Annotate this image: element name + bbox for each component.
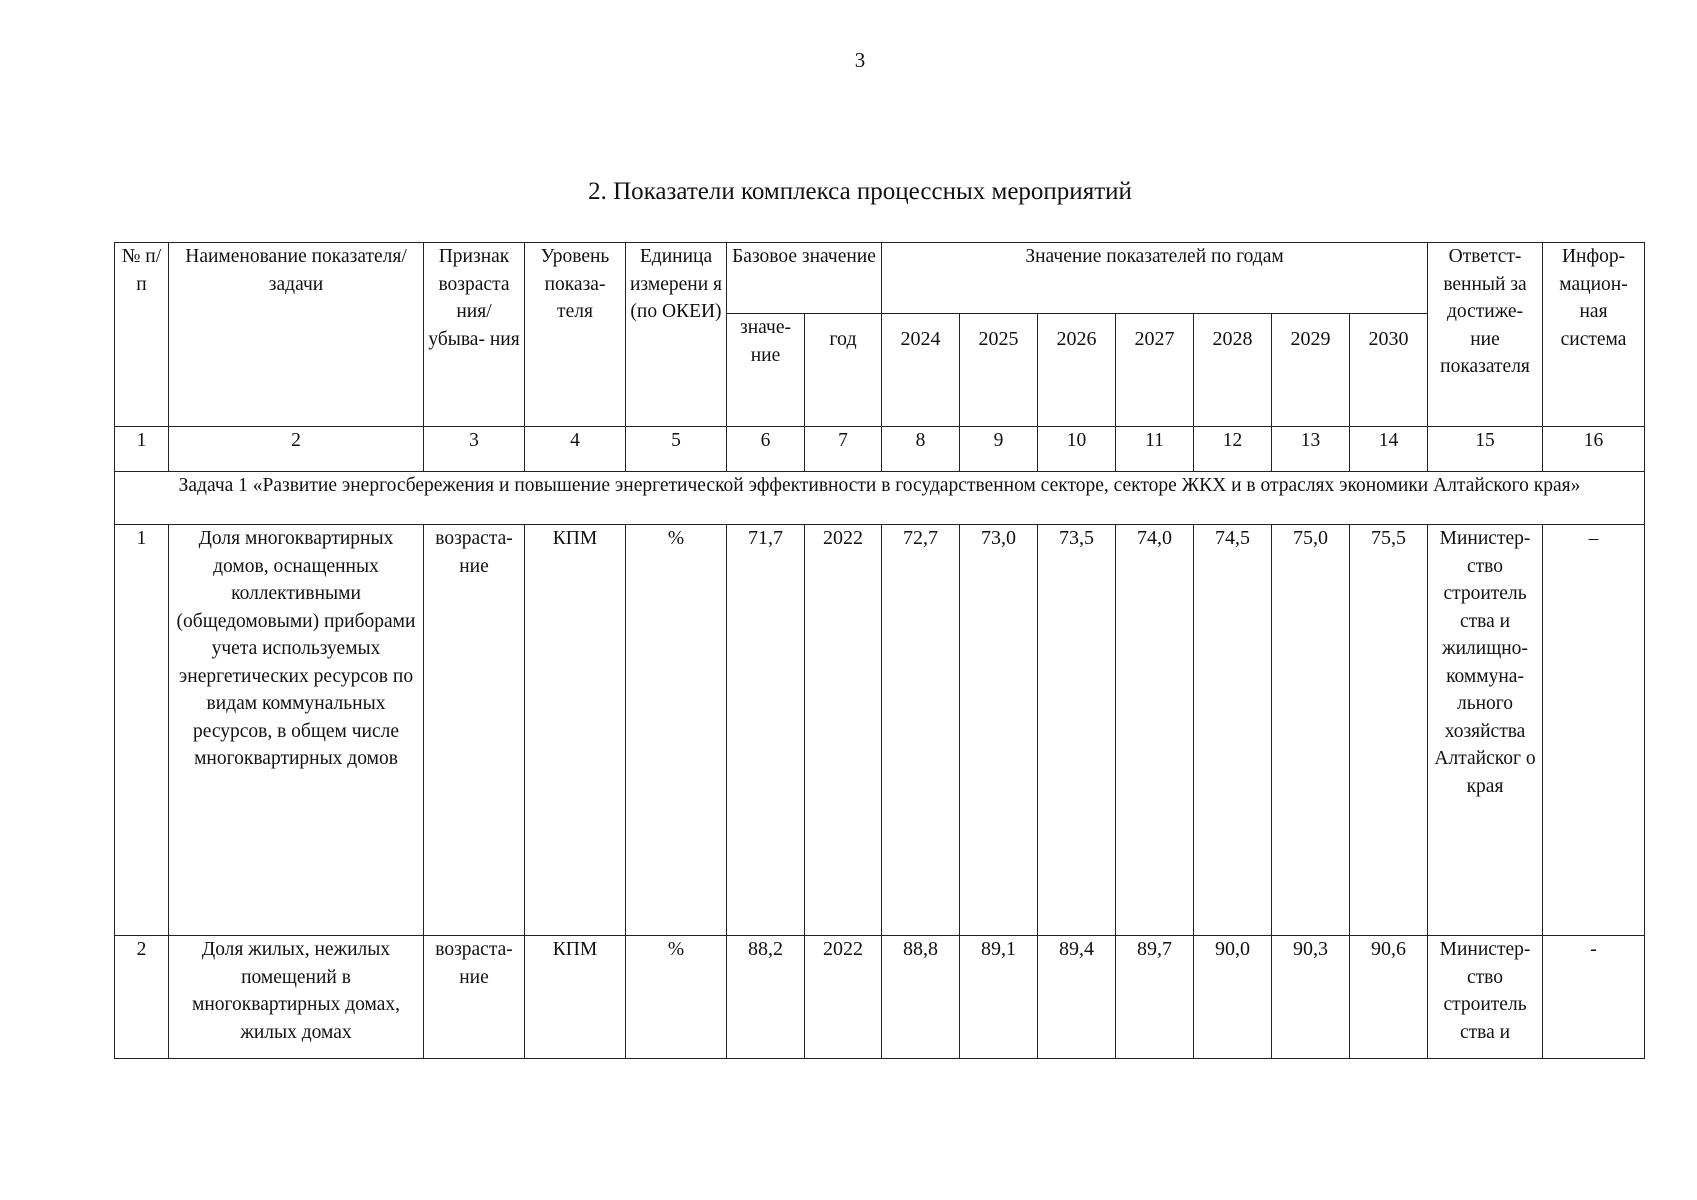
header-year-2030: 2030 (1350, 314, 1428, 427)
header-num: № п/п (115, 243, 169, 427)
row-unit: % (626, 525, 727, 936)
column-number: 9 (960, 427, 1038, 472)
row-value-2030: 90,6 (1350, 936, 1428, 1059)
row-level: КПМ (525, 936, 626, 1059)
column-number: 7 (805, 427, 882, 472)
row-sign: возраста- ние (424, 525, 525, 936)
header-info-system: Инфор- мацион- ная система (1543, 243, 1645, 427)
header-responsible: Ответст- венный за достиже- ние показателя (1428, 243, 1543, 427)
column-number: 12 (1194, 427, 1272, 472)
row-responsible: Министер- ство строитель ства и (1428, 936, 1543, 1059)
header-level: Уровень показа- теля (525, 243, 626, 427)
column-number-row (115, 427, 1645, 472)
row-value-2029: 75,0 (1272, 525, 1350, 936)
page-number: 3 (854, 48, 866, 72)
row-value-2030: 75,5 (1350, 525, 1428, 936)
column-number: 6 (727, 427, 805, 472)
row-num: 2 (115, 936, 169, 1059)
row-value-2027: 89,7 (1116, 936, 1194, 1059)
task-title: Задача 1 «Развитие энергосбережения и повышение энергетической эффективности в государственном секторе, секторе ЖКХ и в отраслях экономики Алтайского края» (115, 472, 1645, 525)
header-base-value: значе- ние (727, 314, 805, 427)
row-value-2024: 72,7 (882, 525, 960, 936)
column-number: 8 (882, 427, 960, 472)
row-sign: возраста- ние (424, 936, 525, 1059)
row-value-2026: 89,4 (1038, 936, 1116, 1059)
column-number: 16 (1543, 427, 1645, 472)
header-year-2027: 2027 (1116, 314, 1194, 427)
column-number: 13 (1272, 427, 1350, 472)
table-row (115, 525, 1645, 936)
row-name: Доля жилых, нежилых помещений в многоквартирных домах, жилых домах (169, 936, 424, 1059)
row-info-system: – (1543, 525, 1645, 936)
column-number: 10 (1038, 427, 1116, 472)
row-name: Доля многоквартирных домов, оснащенных коллективными (общедомовыми) приборами учета используемых энергетических ресурсов по видам коммунальных ресурсов, в общем числе многоквартирных домов (169, 525, 424, 936)
header-year-2029: 2029 (1272, 314, 1350, 427)
row-base-year: 2022 (805, 936, 882, 1059)
header-year-2025: 2025 (960, 314, 1038, 427)
column-number: 3 (424, 427, 525, 472)
row-value-2028: 90,0 (1194, 936, 1272, 1059)
table-row (115, 936, 1645, 1059)
row-info-system: - (1543, 936, 1645, 1059)
header-name: Наименование показателя/задачи (169, 243, 424, 427)
section-title: 2. Показатели комплекса процессных мероприятий (588, 178, 1132, 205)
row-base-year: 2022 (805, 525, 882, 936)
indicators-table (114, 242, 1645, 1059)
row-unit: % (626, 936, 727, 1059)
header-row (115, 243, 1645, 314)
column-number: 11 (1116, 427, 1194, 472)
column-number: 1 (115, 427, 169, 472)
header-year-2024: 2024 (882, 314, 960, 427)
header-year-2028: 2028 (1194, 314, 1272, 427)
header-base-year: год (805, 314, 882, 427)
row-level: КПМ (525, 525, 626, 936)
row-value-2028: 74,5 (1194, 525, 1272, 936)
row-value-2024: 88,8 (882, 936, 960, 1059)
column-number: 4 (525, 427, 626, 472)
task-row (115, 472, 1645, 525)
row-value-2025: 73,0 (960, 525, 1038, 936)
header-base: Базовое значение (727, 243, 882, 314)
column-number: 14 (1350, 427, 1428, 472)
header-years-group: Значение показателей по годам (882, 243, 1428, 314)
column-number: 15 (1428, 427, 1543, 472)
column-number: 5 (626, 427, 727, 472)
row-value-2029: 90,3 (1272, 936, 1350, 1059)
row-responsible: Министер- ство строитель ства и жилищно- коммуна- льного хозяйства Алтайског о края (1428, 525, 1543, 936)
header-unit: Единица измерени я (по ОКЕИ) (626, 243, 727, 427)
row-base-value: 71,7 (727, 525, 805, 936)
row-value-2027: 74,0 (1116, 525, 1194, 936)
row-value-2026: 73,5 (1038, 525, 1116, 936)
row-base-value: 88,2 (727, 936, 805, 1059)
header-year-2026: 2026 (1038, 314, 1116, 427)
row-value-2025: 89,1 (960, 936, 1038, 1059)
row-num: 1 (115, 525, 169, 936)
column-number: 2 (169, 427, 424, 472)
header-sign: Признак возраста ния/ убыва- ния (424, 243, 525, 427)
